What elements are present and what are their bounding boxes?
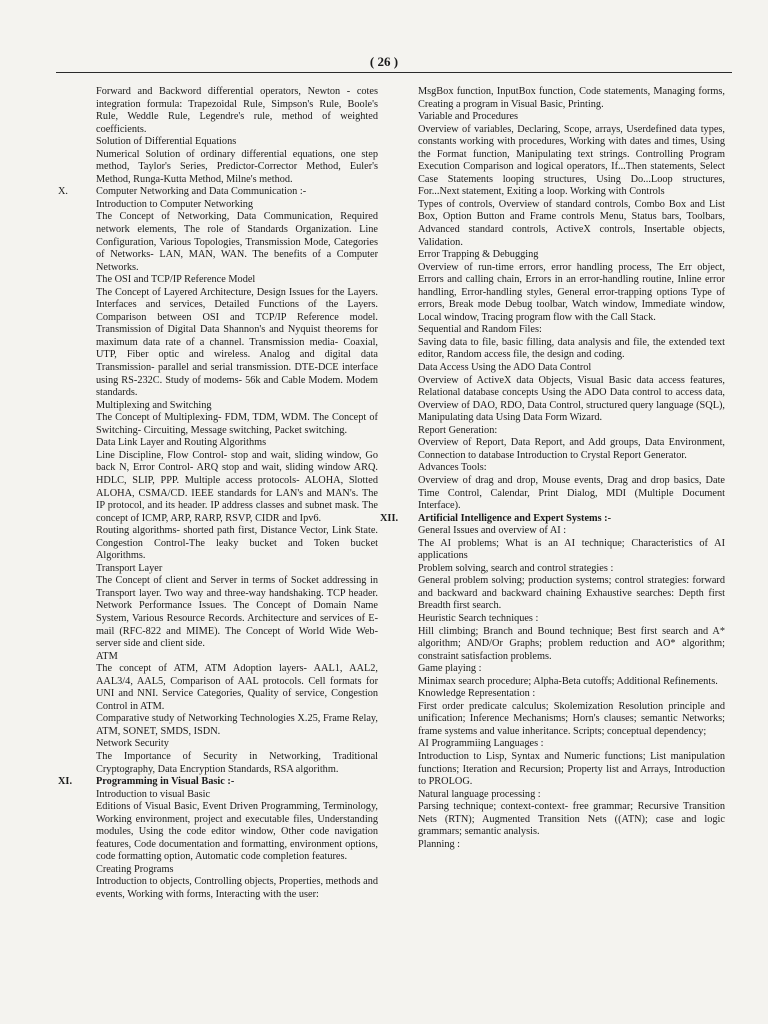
section-heading [58, 776, 378, 789]
text-paragraph: Knowledge Representation : [418, 688, 536, 700]
text-block [380, 701, 725, 739]
section-heading [380, 513, 725, 526]
section-number: XII. [380, 512, 399, 524]
text-paragraph: First order predicate calculus; Skolemization Resolution principle and unification; Inference Mechanisms; Horn's clauses; semantic Networks; frame systems and value inheritance. Scripts; conceptual dependency; [418, 700, 725, 737]
left-column [58, 86, 378, 902]
section-title: Programming in Visual Basic :- [96, 776, 235, 788]
text-paragraph: The Concept of client and Server in terms of Socket addressing in Transport layer. Two way and three-way handshaking. TCP header. Network Performance Issues. The Concept of Domain Name System, Various Resource Records. Architecture and services of E-mail (RFC-822 and MIME). The Concept of World Wide Web- server side and client side. [96, 575, 378, 650]
text-paragraph: General problem solving; production systems; control strategies: forward and backward and backward chaining Exhaustive searches: Depth first Breadth first search. [418, 575, 725, 612]
text-block [380, 525, 725, 538]
text-paragraph: General Issues and overview of AI : [418, 525, 567, 537]
text-paragraph: Parsing technique; context-context- free grammar; Recursive Transition Nets (RTN); Augmented Transition Nets ((ATN); case and logic grammars; semantic analysis. [418, 801, 725, 838]
text-block [380, 738, 725, 751]
text-block [58, 211, 378, 274]
text-block [380, 839, 725, 852]
text-paragraph: Overview of run-time errors, error handling process, The Err object, Errors and calling chain, Errors in an error-handling routine, Inline error handling, Error-handling styles, General error-trapping options Type of errors, Break mode Debug toolbar, Watch window, Immediate window, Local window, Tracing program flow with the Call Stack. [418, 261, 725, 323]
header-rule [56, 72, 732, 73]
section-heading [58, 186, 378, 199]
right-column [380, 86, 725, 851]
text-block [58, 274, 378, 287]
text-paragraph: Numerical Solution of ordinary differential equations, one step method, Taylor's Series, Predictor-Corrector Method, Euler's Method, Runga-Kutta Method, Milne's method. [96, 148, 378, 185]
text-block [58, 563, 378, 576]
text-paragraph: Introduction to visual Basic [96, 788, 211, 800]
text-block [58, 751, 378, 776]
text-paragraph: Saving data to file, basic filling, data analysis and file, the extended text editor, Random access file, the design and coding. [418, 336, 725, 361]
text-block [380, 575, 725, 613]
text-block [380, 249, 725, 262]
text-block [380, 688, 725, 701]
text-block [380, 626, 725, 664]
text-block [58, 86, 378, 136]
text-paragraph: Overview of variables, Declaring, Scope, arrays, Userdefined data types, constants working with procedures, Working with dates and times, Using the Format function, Manipulating text strings. Controlling Program Execution Comparison and logical operators, If...Then statements, Select Case Statements looping structures, Using Do...Loop structures, For...Next statement, Exiting a loop. Working with Controls [418, 123, 725, 198]
text-block [380, 538, 725, 563]
text-block [58, 651, 378, 664]
text-paragraph: Transport Layer [96, 562, 163, 574]
text-block [58, 864, 378, 877]
text-block [58, 789, 378, 802]
text-block [58, 713, 378, 738]
text-paragraph: Editions of Visual Basic, Event Driven Programming, Terminology, Working environment, project and executable files, Understanding modules, Using the code editor window, Other code navigation features, Code documentation and formatting, environment options, code formatting option, Automatic code completion features. [96, 801, 378, 863]
text-paragraph: Report Generation: [418, 424, 498, 436]
page-number: ( 26 ) [369, 54, 399, 69]
text-block [58, 287, 378, 400]
text-block [380, 462, 725, 475]
text-paragraph: Data Access Using the ADO Data Control [418, 362, 592, 374]
text-block [380, 199, 725, 249]
text-paragraph: Introduction to Computer Networking [96, 198, 254, 210]
text-block [58, 663, 378, 713]
text-block [58, 136, 378, 149]
section-number: XI. [58, 776, 73, 788]
text-block [380, 375, 725, 425]
text-block [58, 525, 378, 563]
text-block [380, 437, 725, 462]
text-paragraph: The Concept of Layered Architecture, Design Issues for the Layers. Interfaces and services, Detailed Functions of the Layers. Comparison between OSI and TCP/IP Reference model. Transmission of Digital Data Shannon's and Nyquist theorems for maximum data rate of a channel. Transmission media- Coaxial, UTP, Fiber optic and wireless. Analog and digital data Transmission- parallel and serial transmission. DTE-DCE interface using RS-232C. Study of modems- 56k and Cable Modem. Modem standards. [96, 286, 378, 399]
text-block [58, 876, 378, 901]
text-block [380, 751, 725, 789]
text-paragraph: The Concept of Networking, Data Communication, Required network elements, The role of Standards Organization. Line Configuration, Various Topologies, Transmission Mode, Categories of Networks- LAN, MAN, WAN. The benefits of a Computer Networks. [96, 211, 378, 273]
text-block [380, 425, 725, 438]
text-block [58, 412, 378, 437]
text-paragraph: Problem solving, search and control strategies : [418, 562, 614, 574]
text-block [380, 789, 725, 802]
text-block [380, 475, 725, 513]
text-block [380, 676, 725, 689]
text-paragraph: The OSI and TCP/IP Reference Model [96, 274, 256, 286]
text-block [380, 124, 725, 199]
text-block [58, 738, 378, 751]
text-block [380, 663, 725, 676]
text-paragraph: The Importance of Security in Networking, Traditional Cryptography, Data Encryption Standards, RSA algorithm. [96, 750, 378, 775]
text-block [380, 86, 725, 111]
text-block [380, 362, 725, 375]
text-paragraph: Introduction to Lisp, Syntax and Numeric functions; List manipulation functions; Iteration and Recursion; Property list and Arrays, Introduction to PROLOG. [418, 750, 725, 788]
section-number: X. [58, 186, 69, 198]
text-block [380, 563, 725, 576]
text-paragraph: AI Programmiing Languages : [418, 738, 544, 750]
text-paragraph: Advances Tools: [418, 462, 487, 474]
text-block [380, 262, 725, 325]
text-paragraph: MsgBox function, InputBox function, Code statements, Managing forms, Creating a program in Visual Basic, Printing. [418, 86, 725, 110]
text-paragraph: Hill climbing; Branch and Bound technique; Best first search and A* algorithm; AND/Or Graphs; problem reduction and AO* algorithm; constraint satisfaction problems. [418, 625, 725, 662]
text-paragraph: The Concept of Multiplexing- FDM, TDM, WDM. The Concept of Switching- Circuiting, Message switching, Packet switching. [96, 412, 378, 436]
text-paragraph: Game playing : [418, 663, 482, 675]
text-block [58, 199, 378, 212]
text-paragraph: Comparative study of Networking Technologies X.25, Frame Relay, ATM, SONET, SMDS, ISDN. [96, 713, 378, 737]
text-paragraph: Overview of ActiveX data Objects, Visual Basic data access features, Relational database concepts Using the ADO Data control to access data, Overview of DAO, RDO, Data Control, structured query language (SQL), Manipulating data Using Data Form Wizard. [418, 374, 725, 424]
text-block [58, 450, 378, 525]
text-paragraph: Forward and Backword differential operators, Newton - cotes integration formula: Trapezoidal Rule, Simpson's Rule, Boole's Rule, Weddle Rule, Legendre's rule, method of weighted coefficients. [96, 86, 378, 135]
text-paragraph: Network Security [96, 738, 169, 750]
section-title: Artificial Intelligence and Expert Systems :- [418, 512, 612, 524]
text-paragraph: Error Trapping & Debugging [418, 249, 539, 261]
text-block [58, 801, 378, 864]
text-paragraph: Multiplexing and Switching [96, 399, 212, 411]
text-block [58, 575, 378, 650]
text-paragraph: Planning : [418, 838, 461, 850]
text-paragraph: Natural language processing : [418, 788, 541, 800]
text-block [380, 324, 725, 337]
text-paragraph: Introduction to objects, Controlling objects, Properties, methods and events, Working with forms, Interacting with the user: [96, 876, 378, 900]
text-paragraph: Heuristic Search techniques : [418, 612, 539, 624]
text-paragraph: Minimax search procedure; Alpha-Beta cutoffs; Additional Refinements. [418, 675, 718, 687]
text-paragraph: Solution of Differential Equations [96, 136, 237, 148]
text-paragraph: Overview of Report, Data Report, and Add groups, Data Environment, Connection to database Introduction to Crystal Report Generator. [418, 437, 725, 461]
text-block [58, 437, 378, 450]
text-block [380, 337, 725, 362]
text-paragraph: The concept of ATM, ATM Adoption layers- AAL1, AAL2, AAL3/4, AAL5, Comparison of AAL protocols. Cell formats for UNI and NNI. Service Categories, Quality of service, Congestion Control in ATM. [96, 663, 378, 712]
text-block [58, 149, 378, 187]
section-title: Computer Networking and Data Communication :- [96, 186, 307, 198]
text-block [58, 400, 378, 413]
text-paragraph: Data Link Layer and Routing Algorithms [96, 437, 267, 449]
text-paragraph: Line Discipline, Flow Control- stop and wait, sliding window, Go back N, Error Control- ARQ stop and wait, sliding window ARQ. HDLC, SLIP, PPP. Multiple access protocols- ALOHA, Slotted ALOHA, CSMA/CD. IEEE standards for LAN's and MAN's. The IP protocol, and its header. IP address classes and subnet mask. The concept of ICMP, ARP, RARP, RSVP, CIDR and Ipv6. [96, 449, 378, 524]
text-paragraph: The AI problems; What is an AI technique; Characteristics of AI applications [418, 537, 725, 562]
text-paragraph: Types of controls, Overview of standard controls, Combo Box and List Box, Option Button and Frame controls Menu, Status bars, Toolbars, Advanced standard controls, ActiveX controls, Insertable objects, Validation. [418, 198, 725, 248]
text-paragraph: Sequential and Random Files: [418, 324, 542, 336]
text-block [380, 613, 725, 626]
text-paragraph: Routing algorithms- shorted path first, Distance Vector, Link State. Congestion Control-The leaky bucket and Token bucket Algorithms. [96, 525, 378, 562]
text-block [380, 801, 725, 839]
text-paragraph: Creating Programs [96, 863, 174, 875]
text-paragraph: ATM [96, 650, 118, 662]
text-paragraph: Variable and Procedures [418, 111, 519, 123]
text-block [380, 111, 725, 124]
text-paragraph: Overview of drag and drop, Mouse events, Drag and drop basics, Date Time Control, Calendar, Print Dialog, MDI (Multiple Document Interface). [418, 474, 725, 512]
